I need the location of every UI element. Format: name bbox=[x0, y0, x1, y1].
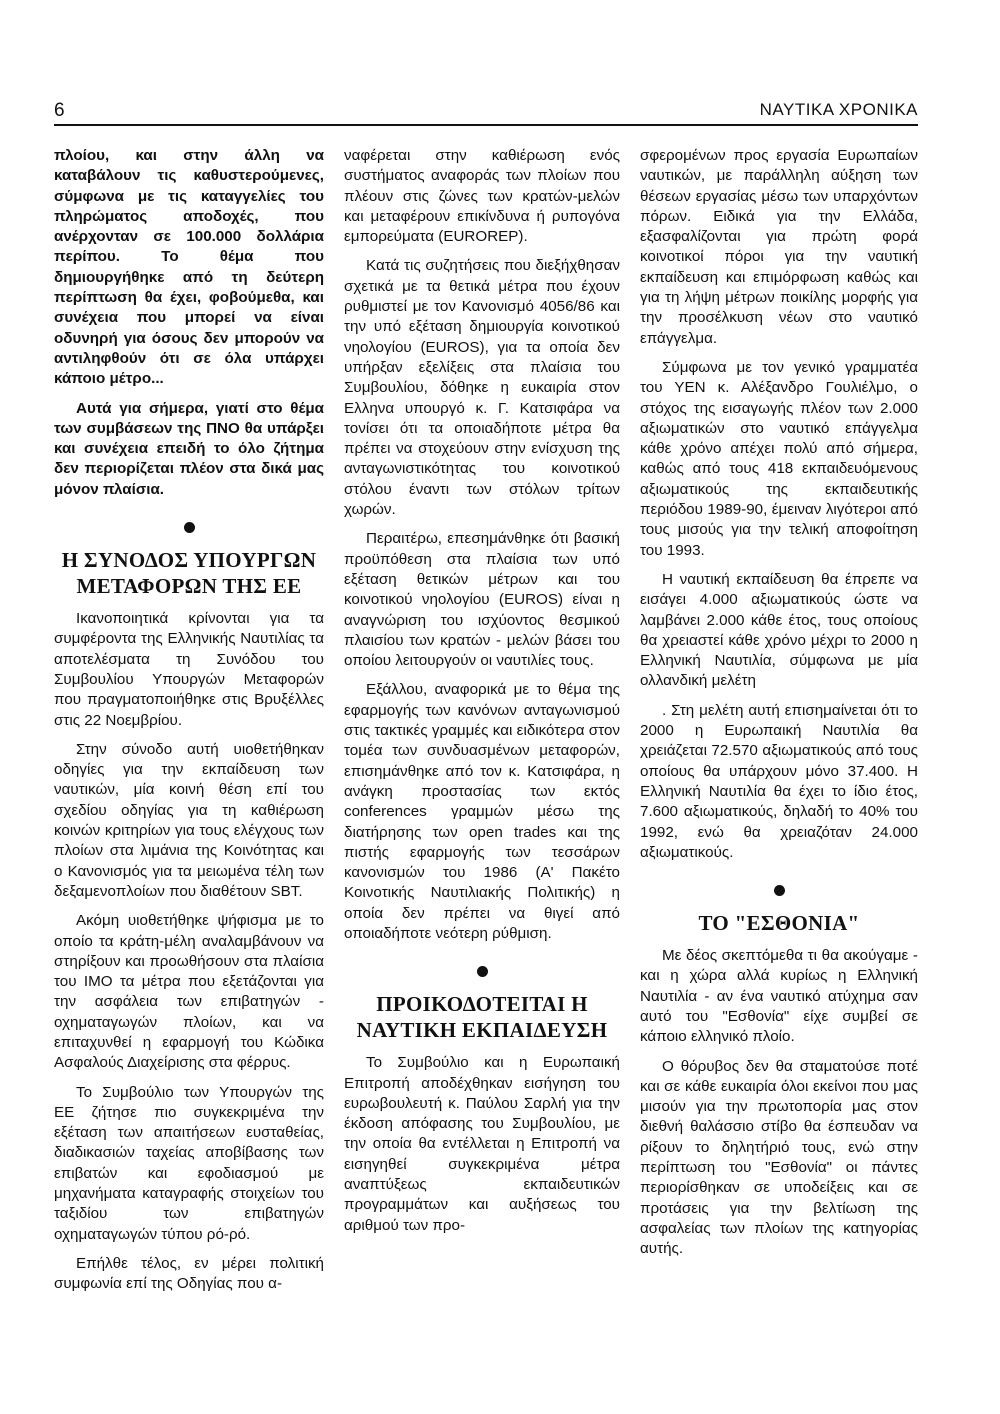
publication-title: ΝΑΥΤΙΚΑ ΧΡΟΝΙΚΑ bbox=[759, 100, 918, 119]
article-paragraph: Επήλθε τέλος, εν μέρει πολιτική συμφωνία επί της Οδηγίας που α- bbox=[54, 1254, 324, 1293]
article-paragraph: . Στη μελέτη αυτή επισημαίνεται ότι το 2000 η Ευρωπαική Ναυτιλία θα χρειάζεται 72.570 αξιωματικούς από τους οποίους θα υπάρχουν μόνο 37.400. Η Ελληνική Ναυτιλία θα έχει το ίδιο έτος, 7.600 αξιωματικούς, δηλαδή το 40% του 1992, ενώ θα χρειαζόταν 24.000 αξιωματικούς. bbox=[640, 701, 918, 861]
section-bullet-icon bbox=[774, 885, 785, 896]
article-paragraph: ναφέρεται στην καθιέρωση ενός συστήματος αναφοράς των πλοίων που πλέουν στις ζώνες των κρατών-μελών και μεταφέρουν επικίνδυνα ή ρυπογόνα εμπορεύματα (EUROREP). bbox=[344, 147, 620, 246]
section-bullet-icon bbox=[477, 966, 488, 977]
section-heading: Η ΣΥΝΟΔΟΣ ΥΠΟΥΡΓΩΝ ΜΕΤΑΦΟΡΩΝ ΤΗΣ ΕΕ bbox=[61, 548, 317, 599]
intro-paragraph: πλοίου, και στην άλλη να καταβάλουν τις καθυστερούμενες, σύμφωνα με τις καταγγελίες του πληρώματος αποδοχές, που ανέρχονταν σε 100.000 δολλάρια περίπου. Το θέμα που δημιουργήθηκε από τη δεύτερη περίπτωση θα έχει, φοβούμεθα, και συνέχεια που μπορεί να είναι οδυνηρή για όσους δεν μπορούν να αντιληφθούν ότι σε όλα υπάρχει κάποιο μέτρο... bbox=[54, 147, 324, 388]
section-heading: ΠΡΟΙΚΟΔΟΤΕΙΤΑΙ Η ΝΑΥΤΙΚΗ ΕΚΠΑΙΔΕΥΣΗ bbox=[356, 992, 608, 1043]
article-paragraph: Ακόμη υιοθετήθηκε ψήφισμα με το οποίο τα κράτη-μέλη αναλαμβάνουν να στηρίξουν και προωθήσουν στα πλαίσια του ΙΜΟ τα μέτρα που εξετάζονται για την ασφάλεια των επιβατηγών - οχηματαγωγών πλοίων, και να επιταχυνθεί η εφαρμογή του Κώδικα Ασφαλούς Διαχείρισης στα φέρρυς. bbox=[54, 912, 324, 1072]
article-paragraph: σφερομένων προς εργασία Ευρωπαίων ναυτικών, με παράλληλη αύξηση των θέσεων εργασίας μέσω των υπαρχόντων πόρων. Ειδικά για την Ελλάδα, εξασφαλίζονται για πρώτη φορά κοινοτικοί πόροι για την ναυτική εκπαίδευση και επιμόρφωση καθώς και για τη λήψη μέτρων ποικίλης μορφής για την προσέλκυση νέων στο ναυτικό επάγγελμα. bbox=[640, 147, 918, 347]
article-paragraph: Το Συμβούλιο και η Ευρωπαική Επιτροπή αποδέχθηκαν εισήγηση του ευρωβουλευτή κ. Παύλου Σαρλή για την έκδοση απόφασης του Συμβουλίου, με την οποία θα εντέλλεται η Επιτροπή να εισηγηθεί συγκεκριμένα μέτρα αναπτύξεως εκπαιδευτικών προγραμμάτων και αυξήσεως του αριθμού των προ- bbox=[344, 1054, 620, 1234]
article-paragraph: Ο θόρυβος δεν θα σταματούσε ποτέ και σε κάθε ευκαιρία όλοι εκείνοι που μας μισούν για την πρωτοπορία μας στον διεθνή θαλάσσιο στίβο θα έσπευδαν να ρίξουν το δηλητήριό τους, ενώ στην περίπτωση του "Εσθονία" οι πάντες περιορίσθηκαν σε υποδείξεις και σε προτάσεις για την βελτίωση της ασφαλείας των πλοίων της κατηγορίας αυτής. bbox=[640, 1057, 918, 1258]
header-rule bbox=[54, 124, 918, 126]
intro-paragraph: Αυτά για σήμερα, γιατί στο θέμα των συμβάσεων της ΠΝΟ θα υπάρξει και συνέχεια επειδή το όλο ζήτημα δεν περιορίζεται πλέον στα δικά μας μόνον πλαίσια. bbox=[54, 399, 324, 498]
column-1 bbox=[54, 146, 324, 1304]
column-3 bbox=[640, 146, 918, 1269]
article-paragraph: Το Συμβούλιο των Υπουργών της ΕΕ ζήτησε πιο συγκεκριμένα την εξέταση των απαιτήσεων ευσταθείας, διαδικασιών ταχείας αποβίβασης των επιβατών και εφοδιασμού με μηχανήματα καταγραφής στοιχείων του ταξιδίου των επιβατηγών οχηματαγωγών τύπου ρό-ρό. bbox=[54, 1083, 324, 1243]
article-paragraph: Περαιτέρω, επεσημάνθηκε ότι βασική προϋπόθεση στα πλαίσια των υπό εξέταση θετικών μέτρων και του κοινοτικού νηολογίου (EUROS) είναι η αναγνώριση του ισχύοντος θεσμικού πλαισίου των κρατών - μελών βάσει του οποίου λειτουργούν οι ναυτιλίες τους. bbox=[344, 530, 620, 670]
article-paragraph: Κατά τις συζητήσεις που διεξήχθησαν σχετικά με τα θετικά μέτρα που έχουν ρυθμιστεί με τον Κανονισμό 4056/86 και την υπό εξέταση δημιουργία κοινοτικού νηολογίου (EUROS), για τα οποία δεν υπήρξαν εξελίξεις στα πλαίσια του Συμβουλίου, δόθηκε η ευκαιρία στον Ελληνα υπουργό κ. Γ. Κατσιφάρα να τονίσει ότι τα οποιαδήποτε μέτρα θα πρέπει να στοχεύουν στην ενίσχυση της ανταγωνιστικότητας του κοινοτικού στόλου έναντι των στόλων τρίτων χωρών. bbox=[344, 257, 620, 519]
article-paragraph: Σύμφωνα με τον γενικό γραμματέα του ΥΕΝ κ. Αλέξανδρο Γουλιέλμο, ο στόχος της εισαγωγής πλέον των 2.000 αξιωματικών στο ναυτικό επάγγελμα κάθε χρόνο απέχει πολύ από σήμερα, καθώς από τους 418 εκπαιδευόμενους αξιωματικούς της εκπαιδευτικής περιόδου 1989-90, έμειναν λιγότεροι από τους μισούς για την τελική αποφοίτηση του 1993. bbox=[640, 358, 918, 559]
article-paragraph: Εξάλλου, αναφορικά με το θέμα της εφαρμογής των κανόνων ανταγωνισμού στις τακτικές γραμμές και ειδικότερα στον τομέα των συνδυασμένων μεταφορών, επισημάνθηκε από τον κ. Κατσιφάρα, η ανάγκη προστασίας των εκτός conferences γραμμών μέσω της διατήρησης των open trades και της πιστής εφαρμογής των τεσσάρων κανονισμών του 1986 (Α' Πακέτο Κοινοτικής Ναυτιλιακής Πολιτικής) η οποία δεν πρέπει να θιγεί από οποιαδήποτε νεότερη ρύθμιση. bbox=[344, 681, 620, 942]
article-paragraph: Ικανοποιητικά κρίνονται για τα συμφέροντα της Ελληνικής Ναυτιλίας τα αποτελέσματα τη Συνόδου του Συμβουλίου Υπουργών Μεταφορών που πραγματοποιήθηκε στις Βρυξέλλες στις 22 Νοεμβρίου. bbox=[54, 610, 324, 729]
section-heading: ΤΟ "ΕΣΘΟΝΙΑ" bbox=[698, 911, 860, 936]
article-paragraph: Με δέος σκεπτόμεθα τι θα ακούγαμε - και η χώρα αλλά κυρίως η Ελληνική Ναυτιλία - αν ένα ναυτικό ατύχημα σαν αυτό του "Εσθονία" είχε συμβεί σε κάποιο ελληνικό πλοίο. bbox=[640, 947, 918, 1046]
article-paragraph: Στην σύνοδο αυτή υιοθετήθηκαν οδηγίες για την εκπαίδευση των ναυτικών, μία κοινή θέση επί του σχεδίου οδηγίας για τη καθιέρωση κοινών κριτηρίων για τους ελέγχους των πλοίων στα λιμάνια της Κοινότητας και ο Κανονισμός για τα μειωμένα τέλη των δεξαμενοπλοίων που διαθέτουν SBT. bbox=[54, 740, 324, 900]
section-bullet-icon bbox=[184, 522, 195, 533]
page-number: 6 bbox=[54, 100, 65, 121]
column-2 bbox=[344, 146, 620, 1245]
article-paragraph: Η ναυτική εκπαίδευση θα έπρεπε να εισάγει 4.000 αξιωματικούς ώστε να λαμβάνει 2.000 κάθε έτος, τους οποίους θα χρειαστεί κάθε χρόνο μέχρι το 2000 η Ελληνική Ναυτιλία, σύμφωνα με μία ολλανδική μελέτη bbox=[640, 570, 918, 690]
